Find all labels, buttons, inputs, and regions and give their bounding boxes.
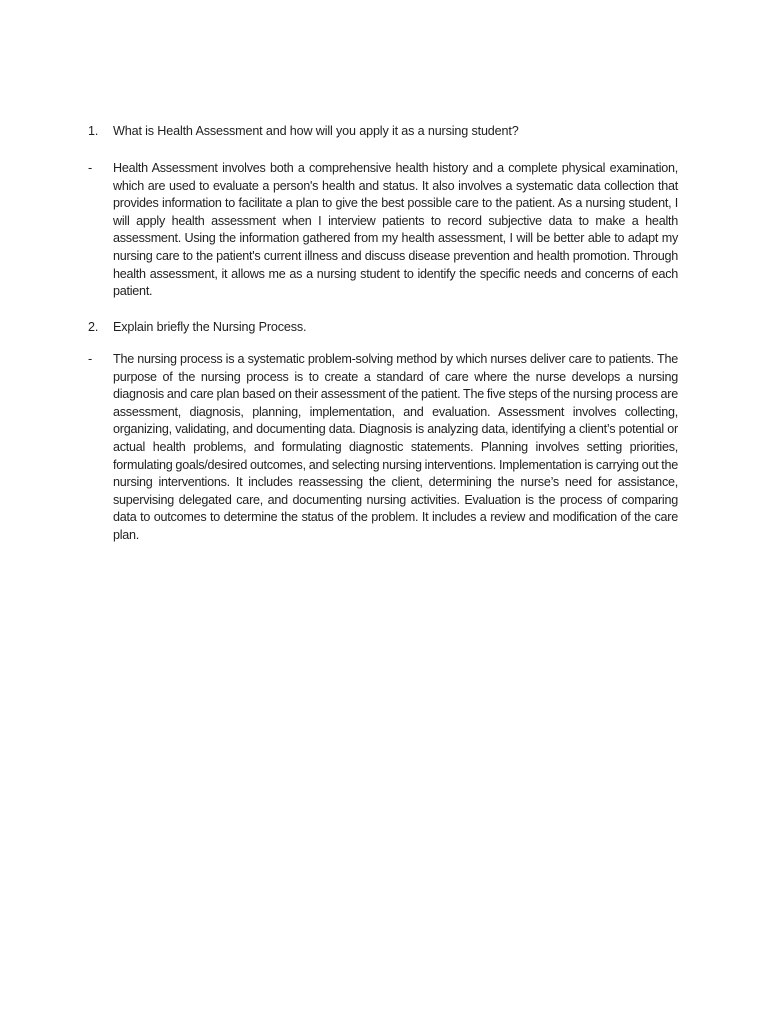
answer-2 (88, 351, 678, 545)
question-1 (88, 122, 678, 140)
bullet-dash: - (88, 352, 93, 366)
question-number: 1. (88, 124, 99, 138)
question-text: What is Health Assessment and how will you apply it as a nursing student? (113, 124, 519, 138)
answer-1 (88, 160, 678, 301)
answer-paragraph: The nursing process is a systematic problem-solving method by which nurses deliver care to patients. The purpose of the nursing process is to create a standard of care where the nurse develops a nursing diagnosis and care plan based on their assessment of the patient. The five steps of the nursing process are assessment, diagnosis, planning, implementation, and evaluation. Assessment involves collecting, organizing, validating, and documenting data. Diagnosis is analyzing data, identifying a client’s potential or actual health problems, and formulating diagnostic statements. Planning involves setting priorities, formulating goals/desired outcomes, and selecting nursing interventions. Implementation is carrying out the nursing interventions. It includes reassessing the client, determining the nurse’s need for assistance, supervising delegated care, and documenting nursing activities. Evaluation is the process of comparing data to outcomes to determine the status of the problem. It includes a review and modification of the care plan. (113, 352, 678, 542)
question-text: Explain briefly the Nursing Process. (113, 320, 307, 334)
question-number: 2. (88, 320, 99, 334)
question-2 (88, 318, 678, 336)
answer-paragraph: Health Assessment involves both a comprehensive health history and a complete physical examination, which are used to evaluate a person's health and status. It also involves a systematic data collection that provides information to facilitate a plan to give the best possible care to the patient. As a nursing student, I will apply health assessment when I interview patients to record subjective data to make a health assessment. Using the information gathered from my health assessment, I will be better able to adapt my nursing care to the patient's current illness and discuss disease prevention and health promotion. Through health assessment, it allows me as a nursing student to identify the specific needs and concerns of each patient. (113, 161, 678, 299)
bullet-dash: - (88, 161, 93, 175)
